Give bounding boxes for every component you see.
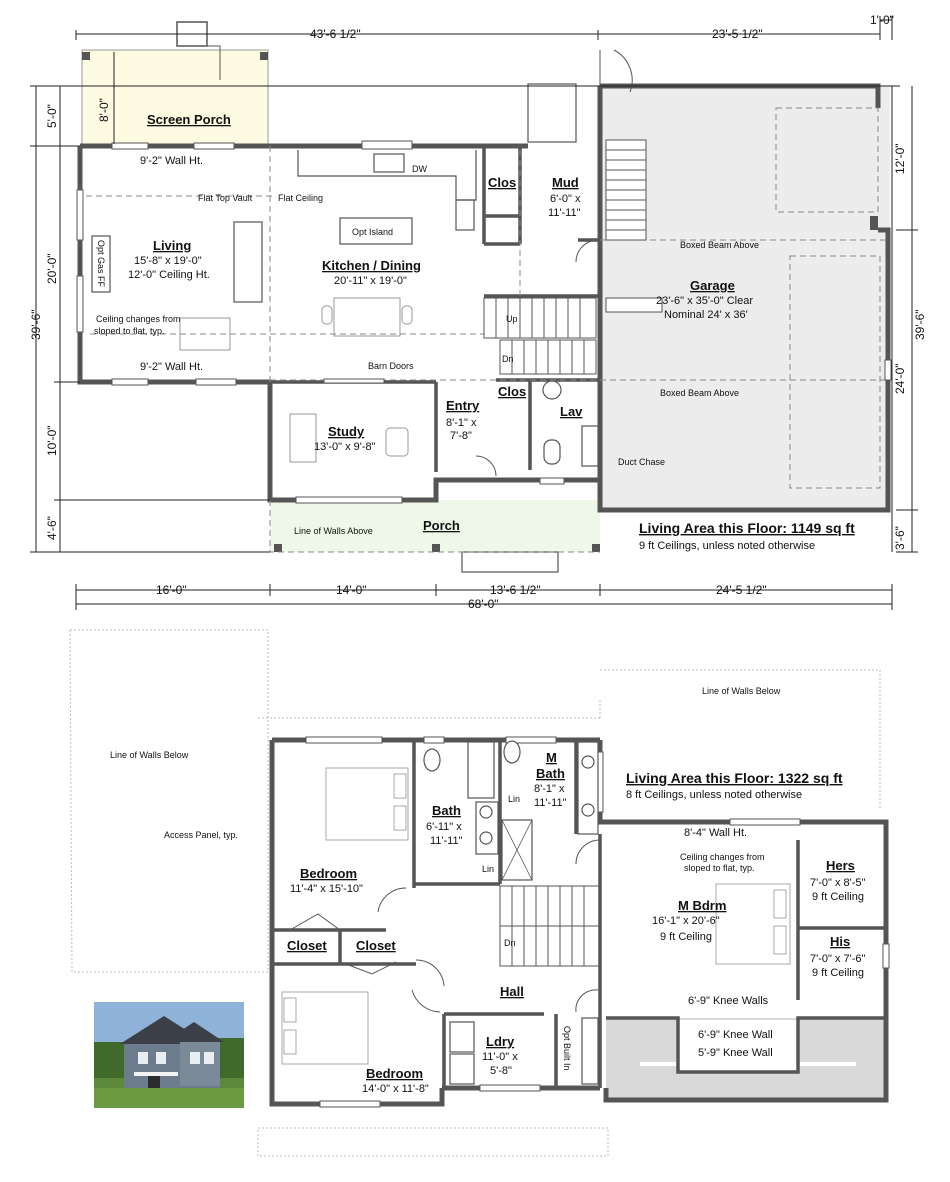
dw-label: DW — [412, 164, 427, 174]
bath-label: Bath — [432, 803, 461, 818]
screen-porch-label: Screen Porch — [147, 112, 231, 127]
opt-island-label: Opt Island — [352, 227, 394, 237]
mbdrm-size: 16'-1" x 20'-6" — [652, 915, 720, 927]
ceiling-changes-note-2b: sloped to flat, typ. — [684, 863, 755, 873]
second-floor-area: Living Area this Floor: 1322 sq ft — [626, 770, 843, 786]
bottom-dim-1: 16'-0" — [156, 583, 187, 597]
lin-label-1: Lin — [508, 794, 521, 804]
screen-porch-fill — [82, 50, 268, 146]
kitchen-size: 20'-11" x 19'-0" — [334, 275, 407, 287]
bedroom1-label: Bedroom — [300, 866, 358, 881]
knee-wall-note-2: 6'-9" Knee Wall — [698, 1029, 773, 1041]
right-dim-24-0: 24'-0" — [893, 363, 907, 394]
hall-label: Hall — [500, 984, 524, 999]
barn-doors-note: Barn Doors — [368, 361, 414, 371]
first-floor-plan — [29, 13, 927, 611]
mbath-label-1: M — [546, 750, 557, 765]
ldry-size-1: 11'-0" x — [482, 1051, 518, 1063]
bath-size-1: 6'-11" x — [426, 821, 462, 833]
study-size: 13'-0" x 9'-8" — [314, 441, 376, 453]
living-ceiling: 12'-0" Ceiling Ht. — [128, 269, 210, 281]
closet1-label: Closet — [287, 938, 327, 953]
lin-label-2: Lin — [482, 864, 495, 874]
top-dim-1: 43'-6 1/2" — [310, 27, 361, 41]
wall-ht-note: 8'-4" Wall Ht. — [684, 827, 748, 839]
top-dim-2: 23'-5 1/2" — [712, 27, 763, 41]
access-panel-note: Access Panel, typ. — [164, 830, 239, 840]
entry-size-2: 7'-8" — [450, 430, 472, 442]
mbdrm-ceiling: 9 ft Ceiling — [660, 931, 712, 943]
his-label: His — [830, 934, 851, 949]
living-size: 15'-8" x 19'-0" — [134, 255, 202, 267]
mud-label: Mud — [552, 175, 579, 190]
mbdrm-label: M Bdrm — [678, 898, 727, 913]
first-floor-area: Living Area this Floor: 1149 sq ft — [639, 520, 855, 536]
wall-ht-bottom: 9'-2" Wall Ht. — [140, 361, 204, 373]
left-dim-5-0: 5'-0" — [45, 104, 59, 128]
top-dim-3: 1'-0" — [870, 13, 894, 27]
boxed-beam-note-2: Boxed Beam Above — [660, 388, 740, 398]
bedroom2-label: Bedroom — [366, 1066, 424, 1081]
closet2-label: Closet — [356, 938, 396, 953]
mbath-size-1: 8'-1" x — [534, 783, 565, 795]
right-dim-12-0: 12'-0" — [893, 143, 907, 174]
knee-walls-note-1: 6'-9" Knee Walls — [688, 995, 769, 1007]
clos-label: Clos — [488, 175, 517, 190]
mud-size-2: 11'-11" — [548, 207, 581, 219]
house-exterior-rendering — [94, 1002, 244, 1108]
mbath-size-2: 11'-11" — [534, 797, 567, 809]
bath-size-2: 11'-11" — [430, 835, 463, 847]
ceiling-changes-note-1b: Ceiling changes from — [680, 852, 765, 862]
lav-label: Lav — [560, 404, 583, 419]
left-dim-10-0: 10'-0" — [45, 425, 59, 456]
second-floor-ceilings: 8 ft Ceilings, unless noted otherwise — [626, 789, 803, 801]
up-label: Up — [506, 314, 518, 324]
hers-ceiling: 9 ft Ceiling — [812, 891, 864, 903]
ceiling-changes-note-2: sloped to flat, typ. — [94, 326, 165, 336]
opt-gas-ff-note: Opt Gas FF — [96, 240, 106, 288]
duct-chase-note: Duct Chase — [618, 457, 666, 467]
porch-label: Porch — [423, 518, 460, 533]
entry-size-1: 8'-1" x — [446, 417, 477, 429]
bottom-dim-4: 24'-5 1/2" — [716, 583, 767, 597]
bottom-dim-2: 14'-0" — [336, 583, 367, 597]
wall-ht-top: 9'-2" Wall Ht. — [140, 155, 204, 167]
hers-size: 7'-0" x 8'-5" — [810, 877, 866, 889]
left-dim-8-0: 8'-0" — [97, 98, 111, 122]
clos2-label: Clos — [498, 384, 527, 399]
mbath-label-2: Bath — [536, 766, 565, 781]
left-dim-20-0: 20'-0" — [45, 253, 59, 284]
his-size: 7'-0" x 7'-6" — [810, 953, 866, 965]
mud-size-1: 6'-0" x — [550, 193, 581, 205]
opt-built-in-label: Opt Built In — [562, 1026, 572, 1071]
bedroom1-size: 11'-4" x 15'-10" — [290, 883, 363, 895]
ldry-size-2: 5'-8" — [490, 1065, 512, 1077]
entry-label: Entry — [446, 398, 480, 413]
garage-label: Garage — [690, 278, 735, 293]
ldry-label: Ldry — [486, 1034, 515, 1049]
line-walls-below-note-2: Line of Walls Below — [702, 686, 781, 696]
garage-size: 23'-6" x 35'-0" Clear — [656, 295, 753, 307]
bedroom2-size: 14'-0" x 11'-8" — [362, 1083, 429, 1095]
right-dim-3-6: 3'-6" — [893, 526, 907, 550]
overall-width-dim: 68'-0" — [468, 597, 499, 611]
knee-wall-note-3: 5'-9" Knee Wall — [698, 1047, 773, 1059]
line-of-walls-above-note: Line of Walls Above — [294, 526, 373, 536]
dn-label-2: Dn — [504, 938, 516, 948]
left-dim-39-6: 39'-6" — [29, 309, 43, 340]
right-dim-39-6: 39'-6" — [913, 309, 927, 340]
first-floor-ceilings: 9 ft Ceilings, unless noted otherwise — [639, 540, 816, 552]
living-label: Living — [153, 238, 192, 253]
bottom-dim-3: 13'-6 1/2" — [490, 583, 541, 597]
boxed-beam-note-1: Boxed Beam Above — [680, 240, 760, 250]
his-ceiling: 9 ft Ceiling — [812, 967, 864, 979]
line-walls-below-note-1: Line of Walls Below — [110, 750, 189, 760]
kitchen-label: Kitchen / Dining — [322, 258, 421, 273]
garage-nominal: Nominal 24' x 36' — [664, 309, 748, 321]
study-label: Study — [328, 424, 365, 439]
dn-label: Dn — [502, 354, 514, 364]
ceiling-changes-note-1: Ceiling changes from — [96, 314, 181, 324]
left-dim-4-6: 4'-6" — [45, 516, 59, 540]
hers-label: Hers — [826, 858, 855, 873]
flat-top-vault-note: Flat Top Vault — [198, 193, 253, 203]
flat-ceiling-note: Flat Ceiling — [278, 193, 324, 203]
